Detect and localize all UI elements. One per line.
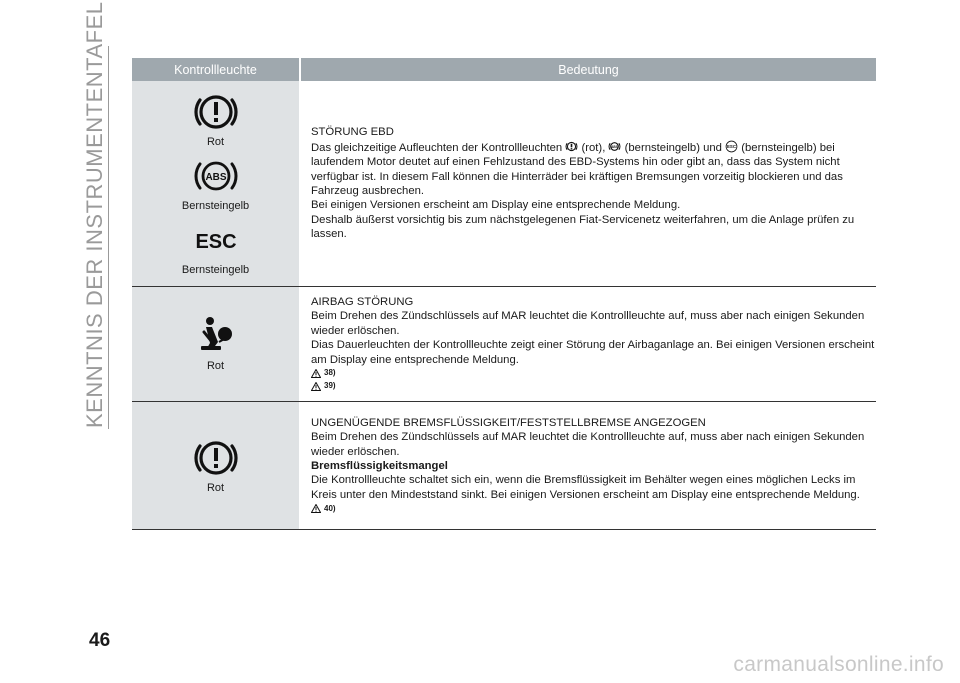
- warning-ref-number: 39): [324, 381, 336, 391]
- abs-icon: [608, 140, 621, 153]
- section-subtitle: Bremsflüssigkeitsmangel: [311, 460, 448, 472]
- table-row: [132, 287, 876, 402]
- table-row: [132, 81, 876, 287]
- abs-icon: [192, 152, 240, 200]
- meaning-cell: [299, 81, 876, 286]
- warning-ref-number: 38): [324, 368, 336, 378]
- warning-reference: [311, 502, 876, 515]
- meaning-cell: [299, 402, 876, 529]
- warning-reference: [311, 367, 876, 380]
- esc-icon: [725, 140, 738, 153]
- description-text: (rot),: [581, 141, 606, 154]
- lamp-color-label: Rot: [206, 135, 225, 148]
- svg-text:ABS: ABS: [611, 144, 619, 149]
- warning-triangle-icon: [311, 369, 321, 378]
- table-header: [132, 58, 876, 81]
- fault-title: AIRBAG STÖRUNG: [311, 295, 414, 308]
- description-inline: [311, 140, 876, 199]
- chapter-side-title: KENNTNIS DER INSTRUMENTENTAFEL: [82, 1, 107, 428]
- description-text: laufendem Motor deutet auf einen Fehlzustand des EBD-Systems hin oder gibt an, dass das System nicht verfügbar ist. In diesem Fall können die Hinterräder bei kräftigen Bremsungen vorzeitig blockieren und das Fahrzeug ausbrechen.: [311, 156, 843, 197]
- svg-text:ESC: ESC: [194, 230, 237, 253]
- page-number: 46: [89, 630, 111, 651]
- footer-watermark: carmanualsonline.info: [733, 653, 944, 676]
- description-text: Beim Drehen des Zündschlüssels auf MAR leuchtet die Kontrollleuchte auf, muss aber nach einigen Sekunden wieder erlöschen.: [311, 431, 865, 458]
- lamp-item: [192, 88, 240, 152]
- fault-title: STÖRUNG EBD: [311, 126, 394, 139]
- description-text: Das gleichzeitige Aufleuchten der Kontrollleuchten: [311, 141, 563, 154]
- brake-warning-icon: [565, 140, 578, 153]
- description-text: (bernsteingelb) und: [624, 141, 722, 154]
- lamp-item: [192, 434, 240, 498]
- description-text: Die Kontrollleuchte schaltet sich ein, wenn die Bremsflüssigkeit im Behälter wegen eines möglichen Lecks im Kreis unter den Mindeststand sinkt. Bei einigen Versionen erscheint am Display eine entsprechende Meldung.: [311, 474, 860, 501]
- brake-warning-icon: [192, 434, 240, 482]
- airbag-icon: [192, 312, 240, 360]
- svg-text:ABS: ABS: [204, 171, 227, 183]
- lamp-cell: [132, 402, 299, 529]
- lamp-cell: [132, 287, 299, 401]
- description-text: (bernsteingelb) bei: [741, 141, 835, 154]
- brake-warning-icon: [192, 88, 240, 136]
- lamp-item: [182, 216, 249, 280]
- lamp-color-label: Rot: [206, 481, 225, 494]
- lamp-color-label: Bernsteingelb: [181, 199, 250, 212]
- lamp-color-label: Rot: [206, 360, 225, 372]
- table-row: [132, 402, 876, 530]
- warning-lights-table: [132, 58, 876, 530]
- description-text: Dias Dauerleuchten der Kontrollleuchte zeigt einer Störung der Airbaganlage an. Bei einigen Versionen erscheint am Display eine entsprechende Meldung.: [311, 339, 875, 366]
- header-kontrollleuchte: Kontrollleuchte: [174, 62, 257, 77]
- description-text: Bei einigen Versionen erscheint am Display eine entsprechende Meldung.: [311, 199, 681, 212]
- warning-triangle-icon: [311, 504, 321, 513]
- description-text: Beim Drehen des Zündschlüssels auf MAR leuchtet die Kontrollleuchte auf, muss aber nach einigen Sekunden wieder erlöschen.: [311, 310, 865, 337]
- esc-icon: [192, 216, 240, 264]
- side-divider: [108, 46, 109, 429]
- description-text: Deshalb äußerst vorsichtig bis zum nächstgelegenen Fiat-Servicenetz weiterfahren, um die Anlage prüfen zu lassen.: [311, 213, 855, 241]
- header-bedeutung: Bedeutung: [299, 58, 876, 81]
- meaning-cell: [299, 287, 876, 401]
- fault-title: UNGENÜGENDE BREMSFLÜSSIGKEIT/FESTSTELLBREMSE ANGEZOGEN: [311, 416, 706, 429]
- svg-text:ESC: ESC: [727, 143, 737, 149]
- lamp-color-label: Bernsteingelb: [181, 263, 250, 276]
- lamp-cell: [132, 81, 299, 286]
- warning-triangle-icon: [311, 382, 321, 391]
- warning-reference: [311, 380, 876, 393]
- warning-ref-number: 40): [324, 503, 336, 513]
- lamp-item: [192, 312, 240, 376]
- lamp-item: [182, 152, 249, 216]
